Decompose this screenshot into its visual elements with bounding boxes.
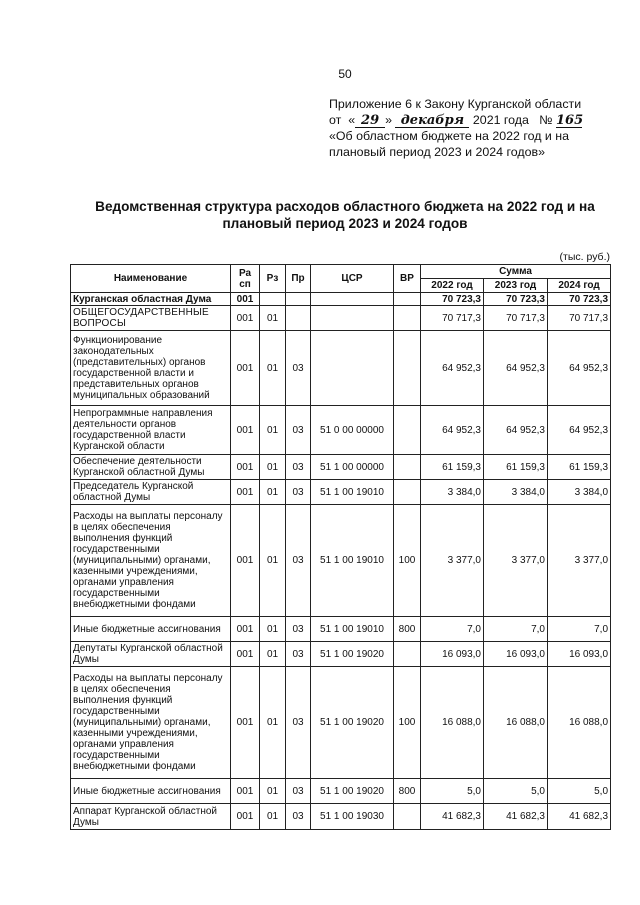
header-2023: 2023 год [484,279,548,293]
table-body [71,293,611,830]
title-line-2: плановый период 2023 и 2024 годов [222,216,468,231]
cell-rz: 01 [260,667,286,779]
header-vr: ВР [394,265,421,293]
title-line-1: Ведомственная структура расходов областного бюджета на 2022 год и на [95,199,595,214]
cell-ra: 001 [231,306,260,331]
cell-name: Расходы на выплаты персоналу в целях обеспечения выполнения функций государственными (муниципальными) органами, казенными учреждениями, органами управления государственными внебюджетными фондами [71,505,231,617]
cell-ra: 001 [231,505,260,617]
cell-name: Депутаты Курганской областной Думы [71,642,231,667]
handwritten-day: 29 [355,114,385,128]
cell-ra: 001 [231,779,260,804]
cell-2022: 64 952,3 [421,406,484,455]
cell-2023: 7,0 [484,617,548,642]
cell-2023: 5,0 [484,779,548,804]
cell-2022: 16 088,0 [421,667,484,779]
cell-name: Аппарат Курганской областной Думы [71,804,231,830]
cell-csr: 51 1 00 19010 [311,480,394,505]
cell-2023: 64 952,3 [484,406,548,455]
cell-ra: 001 [231,331,260,406]
cell-2022: 3 384,0 [421,480,484,505]
header-csr: ЦСР [311,265,394,293]
cell-rz: 01 [260,617,286,642]
header-2024: 2024 год [548,279,611,293]
cell-2024: 41 682,3 [548,804,611,830]
cell-csr: 51 1 00 19020 [311,667,394,779]
cell-rz: 01 [260,642,286,667]
cell-2023: 3 384,0 [484,480,548,505]
cell-csr: 51 1 00 19020 [311,642,394,667]
table-row [71,455,611,480]
cell-rz: 01 [260,480,286,505]
cell-ra: 001 [231,617,260,642]
table-row [71,293,611,306]
table-row [71,617,611,642]
from-label: от [329,113,342,127]
cell-name: Непрограммные направления деятельности органов государственной власти Курганской области [71,406,231,455]
cell-vr [394,331,421,406]
cell-name: ОБЩЕГОСУДАРСТВЕННЫЕ ВОПРОСЫ [71,306,231,331]
cell-csr: 51 1 00 00000 [311,455,394,480]
cell-name: Обеспечение деятельности Курганской областной Думы [71,455,231,480]
cell-name: Иные бюджетные ассигнования [71,617,231,642]
cell-csr [311,306,394,331]
cell-ra: 001 [231,642,260,667]
cell-2022: 7,0 [421,617,484,642]
table-row [71,406,611,455]
cell-2022: 64 952,3 [421,331,484,406]
year-text: 2021 года [472,113,529,127]
cell-vr [394,293,421,306]
cell-vr [394,480,421,505]
header-name: Наименование [71,265,231,293]
cell-rz: 01 [260,505,286,617]
cell-csr: 51 1 00 19030 [311,804,394,830]
cell-pr: 03 [286,804,311,830]
cell-name: Функционирование законодательных (представительных) органов государственной власти и представительных органов муниципальных образований [71,331,231,406]
cell-2024: 61 159,3 [548,455,611,480]
cell-csr: 51 0 00 00000 [311,406,394,455]
cell-pr [286,293,311,306]
cell-2023: 70 717,3 [484,306,548,331]
cell-ra: 001 [231,293,260,306]
cell-2024: 7,0 [548,617,611,642]
cell-csr [311,331,394,406]
appendix-line-1: Приложение 6 к Закону Курганской области [329,97,582,111]
header-rz: Рз [260,265,286,293]
cell-vr [394,804,421,830]
cell-name: Курганская областная Дума [71,293,231,306]
cell-vr: 100 [394,505,421,617]
handwritten-number: 165 [555,113,584,128]
cell-vr: 800 [394,617,421,642]
cell-csr: 51 1 00 19010 [311,505,394,617]
header-pr: Пр [286,265,311,293]
cell-ra: 001 [231,480,260,505]
cell-rz: 01 [260,804,286,830]
cell-pr: 03 [286,617,311,642]
header-sum: Сумма [421,265,611,279]
document-title [80,198,610,232]
cell-pr: 03 [286,667,311,779]
cell-ra: 001 [231,406,260,455]
cell-2024: 3 384,0 [548,480,611,505]
cell-vr: 100 [394,667,421,779]
open-quote: « [348,113,356,127]
cell-2023: 61 159,3 [484,455,548,480]
appendix-line-4: плановый период 2023 и 2024 годов» [329,145,545,159]
table-row [71,331,611,406]
cell-2023: 3 377,0 [484,505,548,617]
cell-ra: 001 [231,804,260,830]
appendix-line-3: «Об областном бюджете на 2022 год и на [329,129,569,143]
cell-rz: 01 [260,306,286,331]
cell-name: Иные бюджетные ассигнования [71,779,231,804]
cell-2024: 16 088,0 [548,667,611,779]
cell-pr: 03 [286,642,311,667]
cell-pr: 03 [286,455,311,480]
cell-2024: 64 952,3 [548,331,611,406]
cell-2024: 16 093,0 [548,642,611,667]
table-row [71,642,611,667]
cell-pr: 03 [286,505,311,617]
table-row [71,667,611,779]
cell-2024: 3 377,0 [548,505,611,617]
budget-table [70,264,611,830]
cell-csr [311,293,394,306]
cell-pr: 03 [286,779,311,804]
cell-name: Председатель Курганской областной Думы [71,480,231,505]
cell-pr: 03 [286,331,311,406]
cell-csr: 51 1 00 19010 [311,617,394,642]
cell-vr [394,406,421,455]
cell-rz: 01 [260,406,286,455]
cell-name: Расходы на выплаты персоналу в целях обеспечения выполнения функций государственными (муниципальными) органами, казенными учреждениями, органами управления государственными внебюджетными фондами [71,667,231,779]
cell-rz: 01 [260,455,286,480]
table-row [71,480,611,505]
cell-pr: 03 [286,406,311,455]
handwritten-month: декабря [395,114,469,128]
units-label: (тыс. руб.) [559,251,610,263]
cell-2024: 70 717,3 [548,306,611,331]
cell-csr: 51 1 00 19020 [311,779,394,804]
cell-2022: 5,0 [421,779,484,804]
cell-pr: 03 [286,480,311,505]
cell-2024: 70 723,3 [548,293,611,306]
cell-2023: 16 093,0 [484,642,548,667]
cell-2022: 41 682,3 [421,804,484,830]
cell-vr [394,306,421,331]
table-row [71,505,611,617]
cell-vr: 800 [394,779,421,804]
cell-2022: 70 717,3 [421,306,484,331]
cell-2024: 64 952,3 [548,406,611,455]
page-number: 50 [338,67,352,81]
table-row [71,804,611,830]
cell-2022: 3 377,0 [421,505,484,617]
appendix-block [329,96,619,160]
table-row [71,306,611,331]
cell-2024: 5,0 [548,779,611,804]
header-ra: Ра сп [231,265,260,293]
cell-pr [286,306,311,331]
cell-rz [260,293,286,306]
cell-2023: 70 723,3 [484,293,548,306]
cell-2023: 41 682,3 [484,804,548,830]
cell-rz: 01 [260,779,286,804]
cell-2022: 70 723,3 [421,293,484,306]
number-label: № [539,113,553,127]
cell-rz: 01 [260,331,286,406]
close-quote: » [385,113,392,127]
cell-2022: 16 093,0 [421,642,484,667]
cell-2023: 64 952,3 [484,331,548,406]
cell-vr [394,455,421,480]
table-row [71,779,611,804]
cell-ra: 001 [231,455,260,480]
cell-2022: 61 159,3 [421,455,484,480]
cell-2023: 16 088,0 [484,667,548,779]
header-2022: 2022 год [421,279,484,293]
appendix-line-2 [329,112,619,128]
cell-ra: 001 [231,667,260,779]
cell-vr [394,642,421,667]
